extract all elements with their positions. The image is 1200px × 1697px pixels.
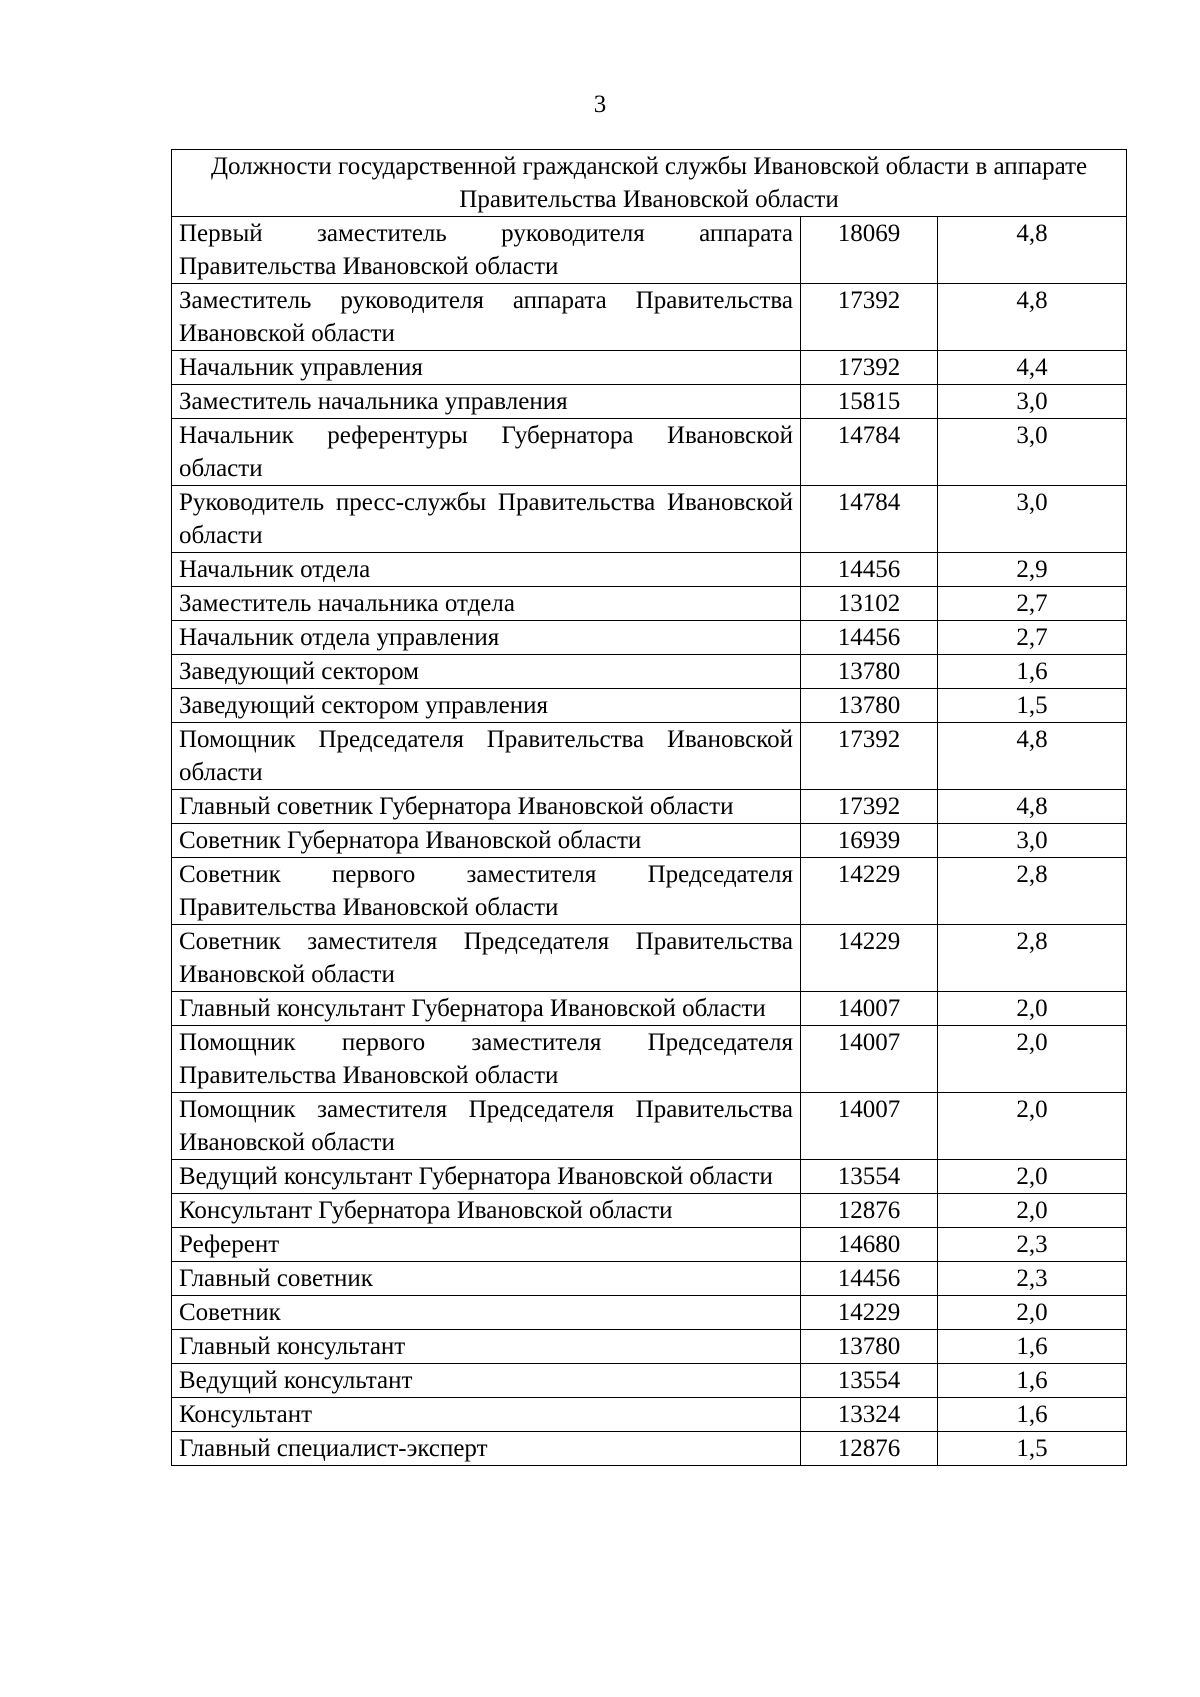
table-row [172,655,1127,689]
table-row [172,385,1127,419]
salary-cell: 14456 [801,553,938,587]
salary-cell: 16939 [801,824,938,858]
table-row [172,1026,1127,1093]
salary-cell: 14007 [801,992,938,1026]
salary-cell: 13554 [801,1364,938,1398]
coefficient-cell: 2,0 [938,1026,1127,1093]
salary-cell: 17392 [801,284,938,351]
salary-cell: 17392 [801,351,938,385]
table-row [172,1296,1127,1330]
position-name-cell: Главный консультант [172,1330,801,1364]
position-name-cell: Советник первого заместителя Председателя Правительства Ивановской области [172,858,801,925]
salary-cell: 14229 [801,1296,938,1330]
table-row [172,587,1127,621]
position-name-cell: Консультант Губернатора Ивановской области [172,1194,801,1228]
coefficient-cell: 4,8 [938,284,1127,351]
table-row [172,1194,1127,1228]
table-row [172,858,1127,925]
coefficient-cell: 1,6 [938,1364,1127,1398]
salary-cell: 14784 [801,419,938,486]
position-name-cell: Главный советник Губернатора Ивановской области [172,790,801,824]
coefficient-cell: 1,6 [938,1398,1127,1432]
salary-cell: 12876 [801,1432,938,1466]
position-name-cell: Советник Губернатора Ивановской области [172,824,801,858]
coefficient-cell: 2,7 [938,587,1127,621]
position-name-cell: Советник заместителя Председателя Правительства Ивановской области [172,925,801,992]
table-row [172,723,1127,790]
coefficient-cell: 2,0 [938,1160,1127,1194]
salary-cell: 14784 [801,486,938,553]
position-name-cell: Референт [172,1228,801,1262]
position-name-cell: Заместитель руководителя аппарата Правительства Ивановской области [172,284,801,351]
salary-cell: 14456 [801,1262,938,1296]
salary-cell: 13780 [801,1330,938,1364]
table-row [172,1398,1127,1432]
table-row [172,621,1127,655]
coefficient-cell: 3,0 [938,419,1127,486]
salary-cell: 18069 [801,217,938,284]
position-name-cell: Начальник управления [172,351,801,385]
coefficient-cell: 4,8 [938,723,1127,790]
salary-cell: 12876 [801,1194,938,1228]
table-row [172,992,1127,1026]
table-caption: Должности государственной гражданской службы Ивановской области в аппарате Правительства Ивановской области [172,150,1127,217]
position-name-cell: Консультант [172,1398,801,1432]
table-row [172,1228,1127,1262]
coefficient-cell: 1,6 [938,1330,1127,1364]
salary-cell: 13102 [801,587,938,621]
salary-cell: 17392 [801,723,938,790]
coefficient-cell: 2,0 [938,1296,1127,1330]
position-name-cell: Начальник отдела [172,553,801,587]
coefficient-cell: 4,8 [938,217,1127,284]
coefficient-cell: 2,9 [938,553,1127,587]
position-name-cell: Советник [172,1296,801,1330]
position-name-cell: Начальник отдела управления [172,621,801,655]
table-row [172,790,1127,824]
position-name-cell: Главный советник [172,1262,801,1296]
table-row [172,1330,1127,1364]
salary-cell: 13780 [801,655,938,689]
table-row [172,1093,1127,1160]
table-row [172,689,1127,723]
coefficient-cell: 2,8 [938,925,1127,992]
table-row [172,1364,1127,1398]
coefficient-cell: 1,6 [938,655,1127,689]
coefficient-cell: 3,0 [938,385,1127,419]
position-name-cell: Заместитель начальника управления [172,385,801,419]
coefficient-cell: 1,5 [938,689,1127,723]
salary-cell: 13324 [801,1398,938,1432]
coefficient-cell: 3,0 [938,486,1127,553]
coefficient-cell: 2,3 [938,1228,1127,1262]
salary-cell: 13780 [801,689,938,723]
table-row [172,351,1127,385]
table-row [172,925,1127,992]
position-name-cell: Начальник референтуры Губернатора Ивановской области [172,419,801,486]
table-caption-row [172,150,1127,217]
table-row [172,217,1127,284]
table-row [172,1432,1127,1466]
salary-cell: 14007 [801,1026,938,1093]
table-row [172,284,1127,351]
position-name-cell: Главный специалист-эксперт [172,1432,801,1466]
coefficient-cell: 4,8 [938,790,1127,824]
table-row [172,553,1127,587]
coefficient-cell: 3,0 [938,824,1127,858]
coefficient-cell: 4,4 [938,351,1127,385]
position-name-cell: Ведущий консультант [172,1364,801,1398]
position-name-cell: Ведущий консультант Губернатора Ивановской области [172,1160,801,1194]
salary-cell: 14007 [801,1093,938,1160]
page-number: 3 [593,91,607,118]
coefficient-cell: 2,0 [938,992,1127,1026]
position-name-cell: Главный консультант Губернатора Ивановской области [172,992,801,1026]
coefficient-cell: 2,0 [938,1194,1127,1228]
salary-cell: 15815 [801,385,938,419]
salary-cell: 14456 [801,621,938,655]
position-name-cell: Помощник первого заместителя Председателя Правительства Ивановской области [172,1026,801,1093]
table-row [172,1262,1127,1296]
position-name-cell: Помощник заместителя Председателя Правительства Ивановской области [172,1093,801,1160]
salary-cell: 17392 [801,790,938,824]
salary-cell: 14229 [801,858,938,925]
table-row [172,486,1127,553]
position-name-cell: Заместитель начальника отдела [172,587,801,621]
salary-cell: 13554 [801,1160,938,1194]
coefficient-cell: 2,0 [938,1093,1127,1160]
coefficient-cell: 2,7 [938,621,1127,655]
table-row [172,1160,1127,1194]
coefficient-cell: 2,3 [938,1262,1127,1296]
position-name-cell: Руководитель пресс-службы Правительства Ивановской области [172,486,801,553]
table-row [172,419,1127,486]
salary-cell: 14229 [801,925,938,992]
position-name-cell: Заведующий сектором управления [172,689,801,723]
coefficient-cell: 2,8 [938,858,1127,925]
position-name-cell: Первый заместитель руководителя аппарата Правительства Ивановской области [172,217,801,284]
position-name-cell: Заведующий сектором [172,655,801,689]
position-name-cell: Помощник Председателя Правительства Ивановской области [172,723,801,790]
positions-table [171,149,1127,1466]
coefficient-cell: 1,5 [938,1432,1127,1466]
table-row [172,824,1127,858]
salary-cell: 14680 [801,1228,938,1262]
